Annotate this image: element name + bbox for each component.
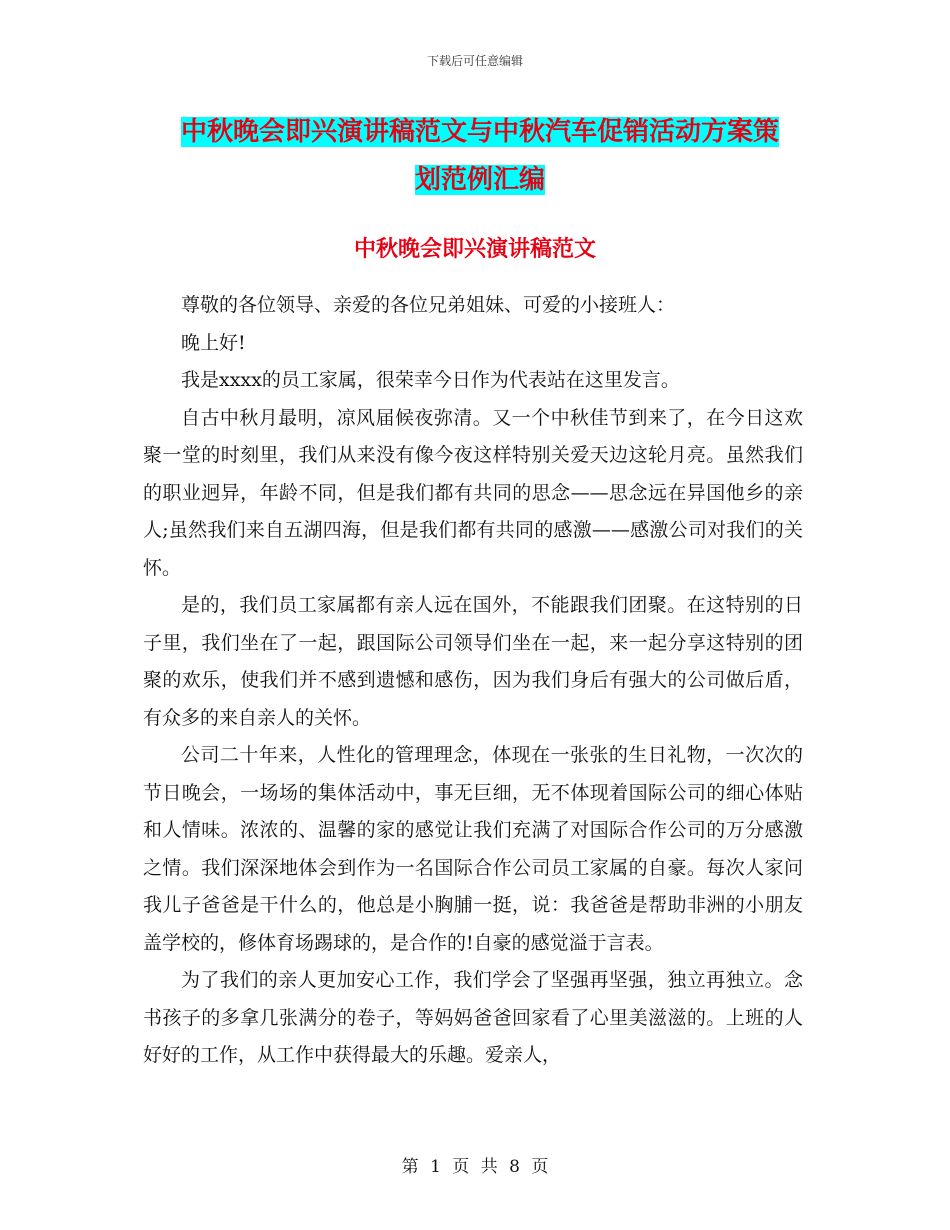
document-title-line-1: 中秋晚会即兴演讲稿范文与中秋汽车促销活动方案策 (180, 117, 779, 147)
paragraph: 是的，我们员工家属都有亲人远在国外，不能跟我们团聚。在这特别的日子里，我们坐在了一起，跟国际公司领导们坐在一起，来一起分享这特别的团聚的欢乐，使我们并不感到遗憾和感伤，因为我们身后有强大的公司做后盾，有众多的来自亲人的关怀。 (143, 594, 803, 729)
page-header-note: 下载后可任意编辑 (426, 54, 523, 68)
document-body (143, 287, 803, 1075)
paragraph: 为了我们的亲人更加安心工作，我们学会了坚强再坚强，独立再独立。念书孩子的多拿几张满分的卷子，等妈妈爸爸回家看了心里美滋滋的。上班的人好好的工作，从工作中获得最大的乐趣。爱亲人， (143, 969, 803, 1066)
paragraph-salutation: 晚上好! (181, 331, 246, 354)
paragraph: 我是xxxx的员工家属，很荣幸今日作为代表站在这里发言。 (181, 369, 680, 391)
paragraph: 公司二十年来，人性化的管理理念，体现在一张张的生日礼物，一次次的节日晚会，一场场的集体活动中，事无巨细，无不体现着国际公司的细心体贴和人情味。浓浓的、温馨的家的感觉让我们充满了对国际合作公司的万分感激之情。我们深深地体会到作为一名国际合作公司员工家属的自豪。每次人家问我儿子爸爸是干什么的，他总是小胸脯一挺，说：我爸爸是帮助非洲的小朋友盖学校的，修体育场踢球的，是合作的!自豪的感觉溢于言表。 (143, 744, 803, 954)
document-title-line-2: 划范例汇编 (414, 165, 545, 195)
paragraph-greeting: 尊敬的各位领导、亲爱的各位兄弟姐妹、可爱的小接班人： (181, 294, 676, 316)
paragraph: 自古中秋月最明，凉风届候夜弥清。又一个中秋佳节到来了，在今日这欢聚一堂的时刻里，我们从来没有像今夜这样特别关爱天边这轮月亮。虽然我们的职业迥异，年龄不同，但是我们都有共同的思念——思念远在异国他乡的亲人;虽然我们来自五湖四海，但是我们都有共同的感激——感激公司对我们的关怀。 (143, 406, 803, 579)
section-title: 中秋晚会即兴演讲稿范文 (353, 236, 596, 262)
page-number-footer: 第 1 页 共 8 页 (401, 1157, 549, 1177)
document-title (120, 108, 840, 204)
